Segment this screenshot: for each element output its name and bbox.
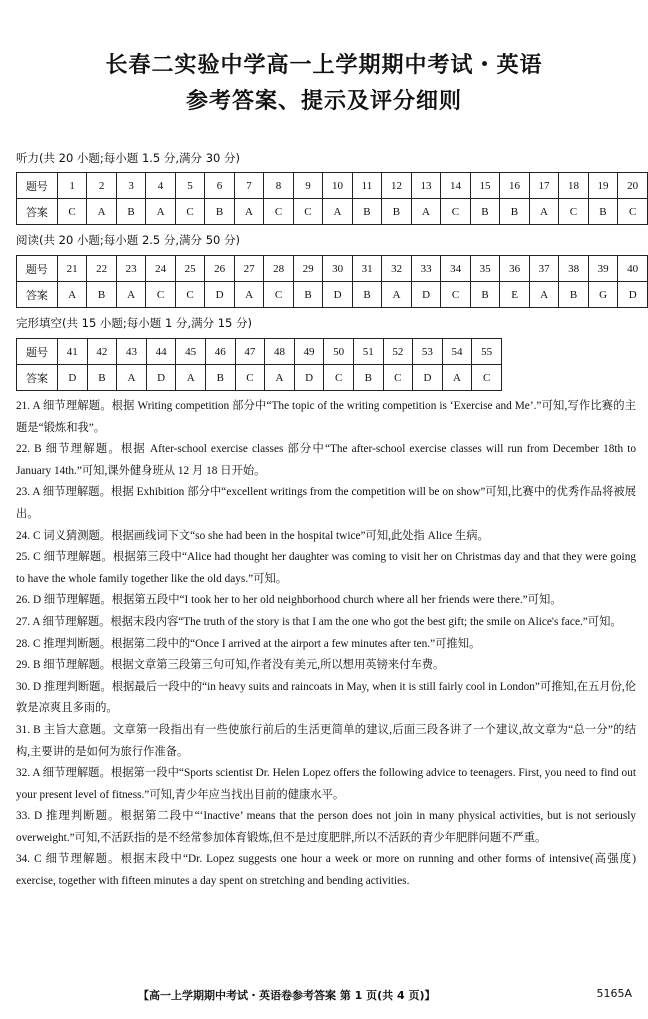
answer-cell: A: [265, 365, 295, 391]
explanation-item: 29. B 细节理解题。根据文章第三段第三句可知,作者没有美元,所以想用英镑来付车费。: [16, 659, 445, 672]
explanation-item: 26. D 细节理解题。根据第五段中“I took her to her old neighborhood church where all her friends were there.”可知。: [16, 594, 562, 607]
answer-cell: B: [352, 199, 382, 225]
explanation-item: 22. B 细节理解题。根据 After-school exercise classes 部分中“The after-school exercise classes will run from December 18th to January 14th.”可知,课外健身班从 12 月 18 日开始。: [16, 443, 636, 477]
question-number-cell: 13: [411, 173, 441, 199]
explanation-item: 27. A 细节理解题。根据末段内容“The truth of the story is that I am the one who got the best gift; the smile on Alice's face.”可知。: [16, 615, 622, 628]
answer-cell: D: [294, 365, 324, 391]
question-number-cell: 2: [87, 173, 116, 199]
row-label-number: 题号: [17, 173, 58, 199]
question-number-cell: 21: [57, 256, 87, 282]
question-number-cell: 26: [205, 256, 235, 282]
question-number-cell: 33: [411, 256, 441, 282]
answer-table-reading: [16, 255, 648, 308]
answer-cell: C: [383, 365, 413, 391]
answer-cell: D: [411, 282, 441, 308]
question-number-cell: 54: [442, 339, 472, 365]
question-number-cell: 14: [441, 173, 471, 199]
answer-cell: C: [324, 365, 354, 391]
question-number-cell: 39: [588, 256, 618, 282]
answer-table-listening: [16, 172, 648, 225]
answer-cell: B: [87, 282, 117, 308]
row-label-answer: 答案: [17, 365, 58, 391]
answer-cell: C: [618, 199, 648, 225]
question-number-cell: 7: [234, 173, 263, 199]
question-number-cell: 44: [146, 339, 176, 365]
answer-cell: C: [441, 282, 471, 308]
question-number-cell: 55: [472, 339, 502, 365]
question-number-cell: 6: [205, 173, 234, 199]
question-number-cell: 45: [176, 339, 206, 365]
answer-cell: B: [205, 199, 234, 225]
answer-cell: A: [529, 199, 559, 225]
table-row-numbers: [17, 256, 648, 282]
answer-cell: A: [529, 282, 559, 308]
answer-cell: B: [205, 365, 235, 391]
answer-cell: C: [293, 199, 322, 225]
question-number-cell: 31: [352, 256, 382, 282]
question-number-cell: 9: [293, 173, 322, 199]
section-heading-reading: 阅读(共 20 小题;每小题 2.5 分,满分 50 分): [16, 233, 240, 247]
question-number-cell: 30: [323, 256, 353, 282]
answer-cell: C: [175, 199, 204, 225]
table-row-numbers: [17, 339, 502, 365]
answer-cell: A: [323, 199, 353, 225]
question-number-cell: 47: [235, 339, 265, 365]
answer-cell: A: [234, 282, 264, 308]
question-number-cell: 3: [116, 173, 145, 199]
table-row-answers: [17, 365, 502, 391]
question-number-cell: 11: [352, 173, 382, 199]
question-number-cell: 10: [323, 173, 353, 199]
answer-cell: A: [411, 199, 441, 225]
answer-cell: D: [618, 282, 648, 308]
answer-cell: D: [323, 282, 353, 308]
answer-cell: G: [588, 282, 618, 308]
answer-cell: C: [264, 199, 293, 225]
answer-cell: C: [264, 282, 294, 308]
question-number-cell: 42: [87, 339, 117, 365]
question-number-cell: 15: [470, 173, 500, 199]
row-label-number: 题号: [17, 256, 58, 282]
explanation-item: 23. A 细节理解题。根据 Exhibition 部分中“excellent writings from the competition will be on show”可知,比赛中的优秀作品将被展出。: [16, 486, 636, 520]
question-number-cell: 17: [529, 173, 559, 199]
answer-cell: B: [470, 282, 500, 308]
explanation-item: 30. D 推理判断题。根据最后一段中的“in heavy suits and raincoats in May, when it is still fairly cool in London”可推知,在五月份,伦敦是凉爽且多雨的。: [16, 680, 636, 715]
question-number-cell: 46: [205, 339, 235, 365]
question-number-cell: 16: [500, 173, 530, 199]
document-title: 长春二实验中学高一上学期期中考试・英语: [105, 53, 543, 78]
question-number-cell: 35: [470, 256, 500, 282]
answer-cell: E: [500, 282, 530, 308]
answer-cell: A: [234, 199, 263, 225]
question-number-cell: 25: [175, 256, 205, 282]
explanation-list: [16, 396, 636, 893]
answer-cell: A: [146, 199, 175, 225]
answer-cell: A: [87, 199, 116, 225]
answer-cell: C: [441, 199, 471, 225]
answer-cell: C: [57, 199, 86, 225]
question-number-cell: 48: [265, 339, 295, 365]
answer-cell: A: [176, 365, 206, 391]
answer-cell: C: [146, 282, 176, 308]
answer-cell: A: [117, 365, 147, 391]
answer-cell: B: [87, 365, 117, 391]
question-number-cell: 27: [234, 256, 264, 282]
question-number-cell: 43: [117, 339, 147, 365]
answer-cell: C: [472, 365, 502, 391]
question-number-cell: 5: [175, 173, 204, 199]
question-number-cell: 29: [293, 256, 323, 282]
answer-cell: D: [146, 365, 176, 391]
answer-cell: B: [588, 199, 618, 225]
answer-cell: C: [175, 282, 205, 308]
question-number-cell: 23: [116, 256, 146, 282]
answer-cell: B: [559, 282, 589, 308]
question-number-cell: 53: [413, 339, 443, 365]
answer-cell: C: [235, 365, 265, 391]
answer-cell: A: [382, 282, 412, 308]
answer-cell: D: [205, 282, 235, 308]
question-number-cell: 19: [588, 173, 618, 199]
question-number-cell: 1: [57, 173, 86, 199]
answer-cell: A: [57, 282, 87, 308]
row-label-answer: 答案: [17, 199, 58, 225]
question-number-cell: 38: [559, 256, 589, 282]
question-number-cell: 40: [618, 256, 648, 282]
question-number-cell: 20: [618, 173, 648, 199]
question-number-cell: 18: [559, 173, 589, 199]
answer-cell: B: [293, 282, 323, 308]
answer-cell: C: [559, 199, 589, 225]
question-number-cell: 4: [146, 173, 175, 199]
question-number-cell: 52: [383, 339, 413, 365]
question-number-cell: 50: [324, 339, 354, 365]
explanation-item: 32. A 细节理解题。根据第一段中“Sports scientist Dr. Helen Lopez offers the following advice to teenagers. First, you need to find out your present level of fitness.”可知,青少年应当找出目前的健康水平。: [16, 767, 636, 801]
row-label-number: 题号: [17, 339, 58, 365]
question-number-cell: 51: [353, 339, 383, 365]
answer-cell: A: [116, 282, 146, 308]
document-subtitle: 参考答案、提示及评分细则: [185, 89, 462, 114]
answer-cell: B: [116, 199, 145, 225]
question-number-cell: 8: [264, 173, 293, 199]
explanation-item: 31. B 主旨大意题。文章第一段指出有一些使旅行前后的生活更简单的建议,后面三段各讲了一个建议,故文章为“总一分”的结构,主要讲的是如何为旅行作准备。: [16, 723, 636, 758]
question-number-cell: 49: [294, 339, 324, 365]
table-row-numbers: [17, 173, 648, 199]
footer-page-info: 【高一上学期期中考试・英语卷参考答案 第 1 页(共 4 页)】: [138, 989, 436, 1002]
question-number-cell: 12: [382, 173, 412, 199]
footer-code: 5165A: [596, 987, 632, 1000]
answer-cell: B: [470, 199, 500, 225]
answer-cell: A: [442, 365, 472, 391]
answer-cell: B: [500, 199, 530, 225]
question-number-cell: 22: [87, 256, 117, 282]
answer-cell: B: [352, 282, 382, 308]
explanation-item: 25. C 细节理解题。根据第三段中“Alice had thought her daughter was coming to visit her on Christmas day and that they were going to have the whole family together like the old days.”可知。: [16, 551, 636, 585]
question-number-cell: 37: [529, 256, 559, 282]
explanation-item: 33. D 推理判断题。根据第二段中“‘Inactive’ means that the person does not join in many physical activities, but is not seriously overweight.”可知,不活跃指的是不经常参加体育锻炼,但不是过度肥胖,所以不活跃的青少年肥胖问题不严重。: [16, 810, 636, 844]
answer-cell: D: [58, 365, 88, 391]
explanation-item: 34. C 细节理解题。根据末段中“Dr. Lopez suggests one hour a week or more on running and other forms of intensive(高强度) exercise, together with fifteen minutes a day spent on stretching and bending activities.: [16, 853, 636, 888]
question-number-cell: 36: [500, 256, 530, 282]
question-number-cell: 28: [264, 256, 294, 282]
question-number-cell: 34: [441, 256, 471, 282]
table-row-answers: [17, 282, 648, 308]
answer-cell: B: [382, 199, 412, 225]
table-row-answers: [17, 199, 648, 225]
section-heading-cloze: 完形填空(共 15 小题;每小题 1 分,满分 15 分): [16, 316, 253, 330]
question-number-cell: 24: [146, 256, 176, 282]
answer-cell: D: [413, 365, 443, 391]
question-number-cell: 41: [58, 339, 88, 365]
question-number-cell: 32: [382, 256, 412, 282]
row-label-answer: 答案: [17, 282, 58, 308]
answer-cell: B: [353, 365, 383, 391]
explanation-item: 21. A 细节理解题。根据 Writing competition 部分中“The topic of the writing competition is ‘Exercise and Me’.”可知,写作比赛的主题是“锻炼和我”。: [16, 400, 636, 434]
explanation-item: 28. C 推理判断题。根据第二段中的“Once I arrived at the airport a few minutes after ten.”可推知。: [16, 637, 481, 650]
answer-table-cloze: [16, 338, 502, 391]
explanation-item: 24. C 词义猜测题。根据画线词下文“so she had been in the hospital twice”可知,此处指 Alice 生病。: [16, 529, 489, 542]
section-heading-listening: 听力(共 20 小题;每小题 1.5 分,满分 30 分): [16, 151, 240, 165]
